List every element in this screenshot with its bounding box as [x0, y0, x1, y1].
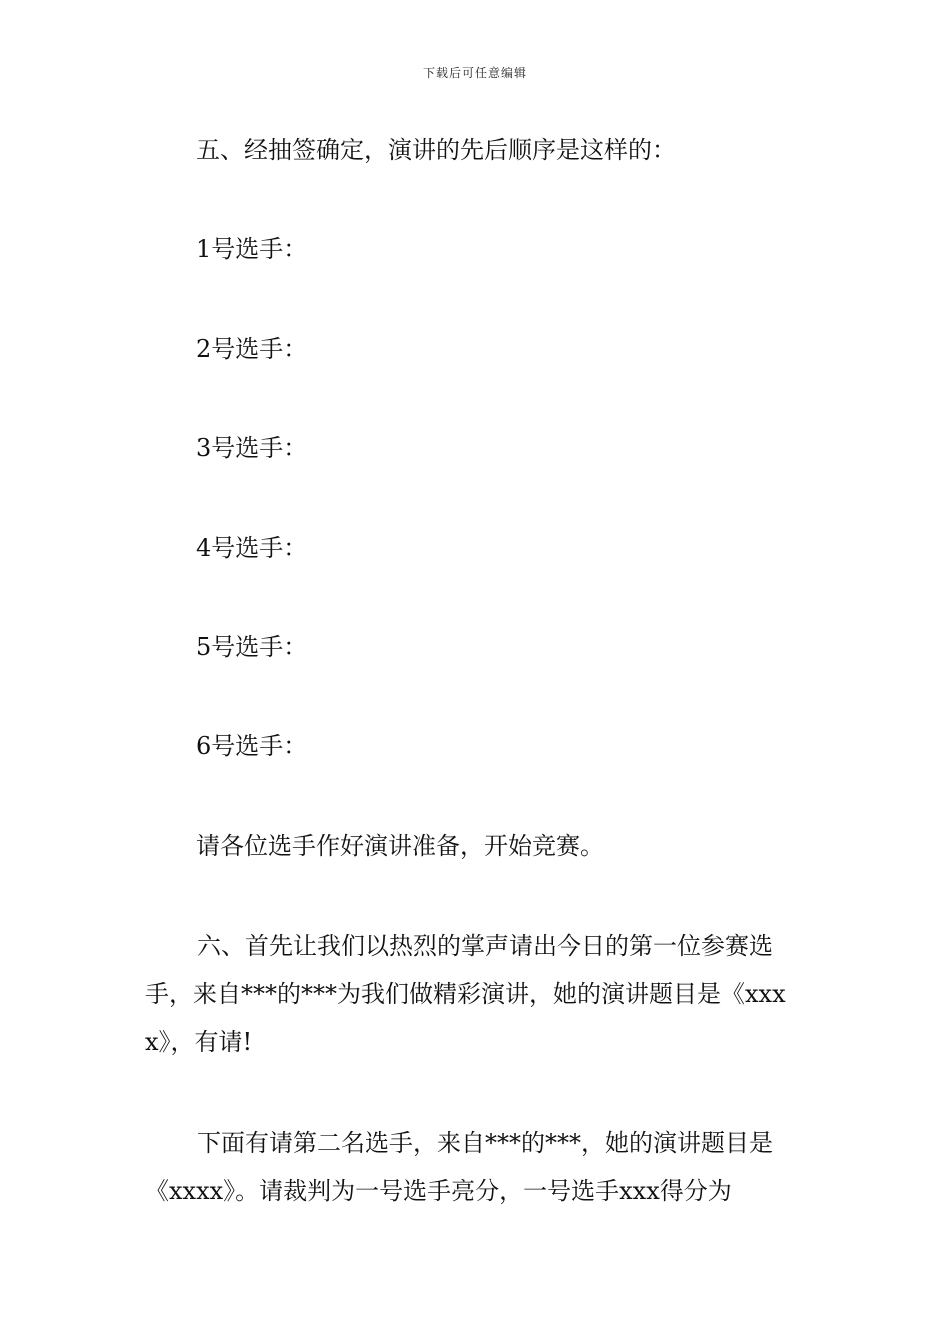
- contestant-line-1: 1号选手：: [196, 235, 308, 263]
- contestant-line-4: 4号选手：: [196, 534, 308, 562]
- contestant-line-5: 5号选手：: [196, 633, 308, 661]
- next-contestant-paragraph: [145, 1119, 810, 1215]
- contestant-line-2: 2号选手：: [196, 335, 308, 363]
- page-header: 下载后可任意编辑: [422, 66, 527, 80]
- contestant-line-3: 3号选手：: [196, 434, 308, 462]
- section-6-paragraph: [145, 922, 810, 1066]
- section-5-heading: 五、经抽签确定，演讲的先后顺序是这样的：: [196, 136, 676, 164]
- next-contestant-text: 下面有请第二名选手，来自***的***，她的演讲题目是《xxxx》。请裁判为一号选手亮分，一号选手xxx得分为: [145, 1129, 773, 1205]
- contestant-line-6: 6号选手：: [196, 732, 308, 760]
- prepare-line: 请各位选手作好演讲准备，开始竞赛。: [196, 832, 604, 860]
- section-6-text: 六、首先让我们以热烈的掌声请出今日的第一位参赛选手，来自***的***为我们做精彩演讲，她的演讲题目是《xxxx》，有请!: [145, 932, 786, 1056]
